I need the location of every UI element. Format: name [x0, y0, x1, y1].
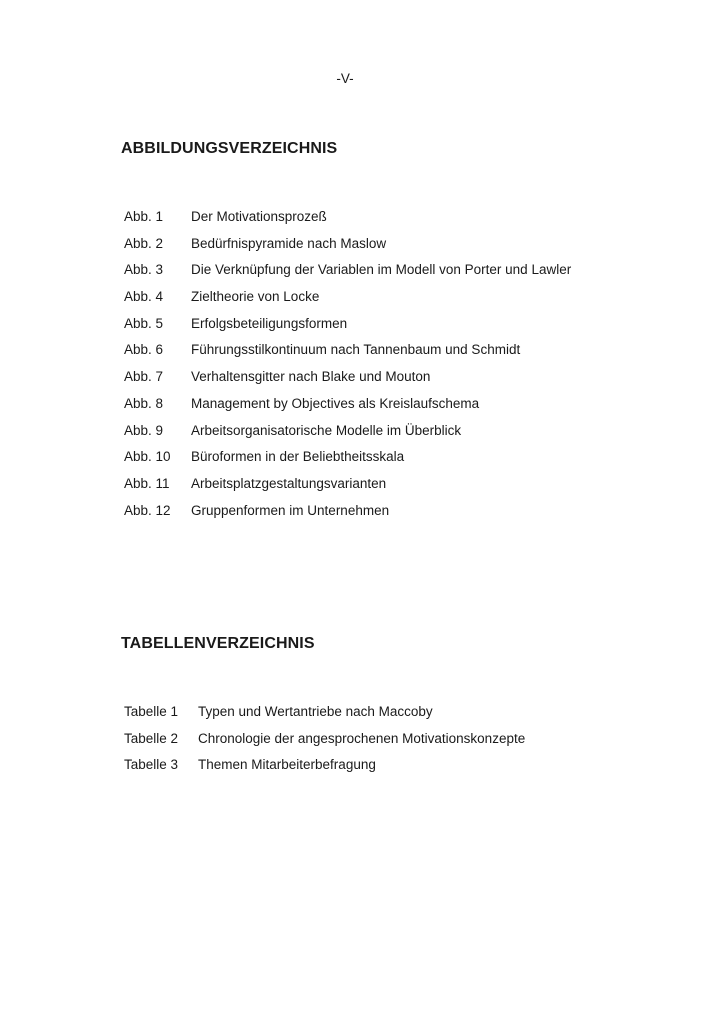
- figure-number: Abb. 1: [124, 209, 164, 224]
- figure-title: Erfolgsbeteiligungsformen: [191, 315, 348, 331]
- table-entry: [124, 756, 525, 783]
- table-number: Tabelle 2: [124, 730, 179, 746]
- table-number: Tabelle 1: [124, 704, 179, 719]
- figure-number: Abb. 5: [124, 315, 164, 331]
- figures-list: [124, 208, 571, 528]
- figure-title: Gruppenformen im Unternehmen: [191, 502, 390, 518]
- figure-title: Zieltheorie von Locke: [191, 289, 320, 305]
- figure-entry: [124, 475, 571, 502]
- figure-title: Bedürfnispyramide nach Maslow: [191, 235, 387, 251]
- figure-number: Abb. 7: [124, 369, 164, 385]
- table-title: Typen und Wertantriebe nach Maccoby: [198, 704, 433, 719]
- figure-entry: [124, 448, 571, 475]
- figure-number: Abb. 11: [124, 475, 170, 491]
- figure-title: Arbeitsplatzgestaltungsvarianten: [191, 475, 387, 491]
- table-title: Themen Mitarbeiterbefragung: [198, 757, 376, 773]
- figure-entry: [124, 235, 571, 262]
- figure-entry: [124, 288, 571, 315]
- table-title: Chronologie der angesprochenen Motivationskonzepte: [198, 730, 526, 746]
- figure-number: Abb. 2: [124, 235, 164, 251]
- figure-title: Führungsstilkontinuum nach Tannenbaum und Schmidt: [191, 342, 521, 358]
- figure-title: Büroformen in der Beliebtheitsskala: [191, 449, 405, 465]
- figure-number: Abb. 10: [124, 449, 171, 465]
- table-entry: [124, 703, 525, 730]
- figure-entry: [124, 502, 571, 529]
- figure-title: Verhaltensgitter nach Blake und Mouton: [191, 369, 431, 385]
- figure-title: Management by Objectives als Kreislaufschema: [191, 395, 480, 411]
- figure-entry: [124, 315, 571, 342]
- tables-heading: TABELLENVERZEICHNIS: [121, 635, 315, 652]
- figure-number: Abb. 4: [124, 289, 164, 305]
- figure-title: Die Verknüpfung der Variablen im Modell von Porter und Lawler: [191, 262, 572, 278]
- figure-entry: [124, 395, 571, 422]
- figure-entry: [124, 261, 571, 288]
- figure-number: Abb. 3: [124, 262, 164, 278]
- table-number: Tabelle 3: [124, 757, 179, 773]
- figure-entry: [124, 341, 571, 368]
- figure-number: Abb. 6: [124, 342, 164, 358]
- figure-number: Abb. 8: [124, 395, 164, 411]
- figure-title: Der Motivationsprozeß: [191, 209, 327, 224]
- figure-number: Abb. 12: [124, 502, 171, 518]
- figure-title: Arbeitsorganisatorische Modelle im Überblick: [191, 422, 462, 438]
- figure-entry: [124, 368, 571, 395]
- figure-entry: [124, 422, 571, 449]
- table-entry: [124, 730, 525, 757]
- figure-number: Abb. 9: [124, 422, 164, 438]
- page-number: -V-: [336, 71, 354, 86]
- figures-heading: ABBILDUNGSVERZEICHNIS: [121, 140, 338, 157]
- tables-list: [124, 703, 525, 783]
- figure-entry: [124, 208, 571, 235]
